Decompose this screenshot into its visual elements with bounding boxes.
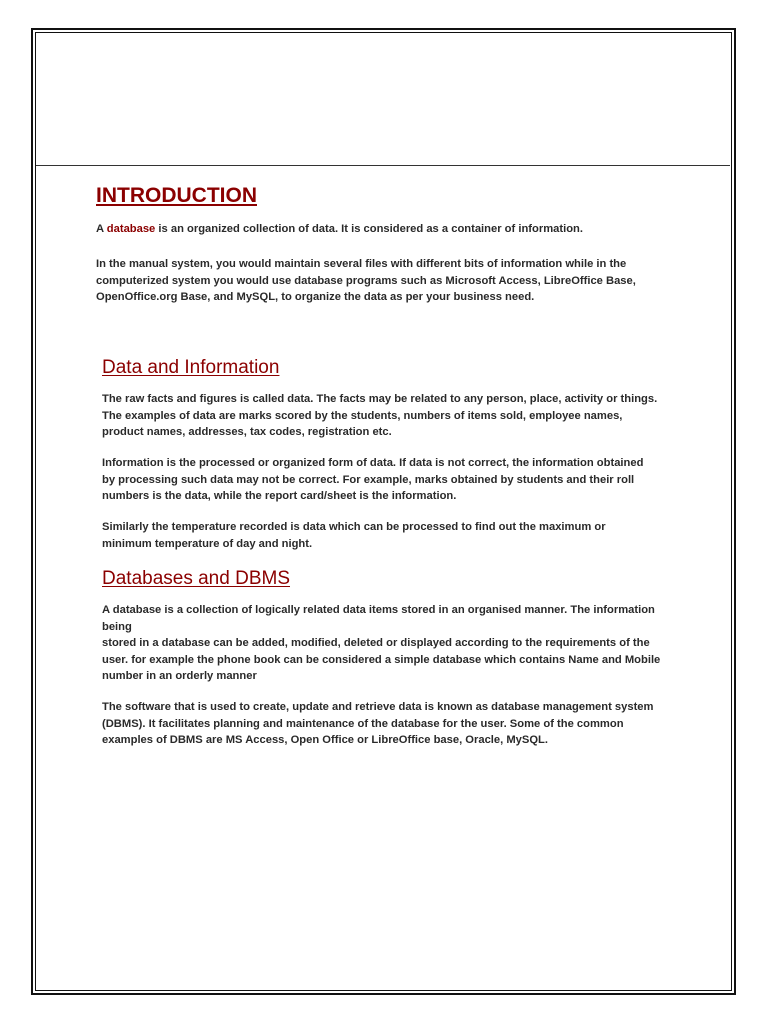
text-line: A database is a collection of logically related data items stored in an organised manner. The information	[102, 604, 655, 616]
intro-paragraph	[96, 256, 636, 306]
header-divider	[36, 165, 730, 166]
introduction-heading: INTRODUCTION	[96, 184, 257, 207]
databases-dbms-heading: Databases and DBMS	[102, 568, 290, 589]
text-line: examples of DBMS are MS Access, Open Office or LibreOffice base, Oracle, MySQL.	[102, 734, 548, 746]
text-line: Information is the processed or organized form of data. If data is not correct, the information obtained	[102, 457, 644, 469]
text-line: minimum temperature of day and night.	[102, 537, 313, 550]
temperature-example-paragraph	[102, 519, 606, 552]
text-line: stored in a database can be added, modified, deleted or displayed according to the requirements of the	[102, 637, 650, 649]
text-line: product names, addresses, tax codes, registration etc.	[102, 426, 392, 438]
text-line: The examples of data are marks scored by the students, numbers of items sold, employee names,	[102, 409, 623, 422]
page-border-inner	[35, 32, 732, 991]
data-information-heading: Data and Information	[102, 357, 280, 378]
text-line: by processing such data may not be correct. For example, marks obtained by students and their roll	[102, 473, 635, 486]
intro-definition-suffix: is an organized collection of data. It is considered as a container of information.	[155, 223, 583, 235]
text-line: user. for example the phone book can be considered a simple database which contains Name and Mobile	[102, 653, 661, 666]
data-definition-paragraph	[102, 391, 657, 441]
text-line: being	[102, 620, 132, 633]
text-line: The software that is used to create, update and retrieve data is known as database management system	[102, 701, 654, 713]
database-definition-paragraph	[102, 602, 660, 685]
text-line: numbers is the data, while the report card/sheet is the information.	[102, 490, 457, 502]
dbms-definition-paragraph	[102, 699, 653, 749]
information-definition-paragraph	[102, 455, 643, 505]
text-line: In the manual system, you would maintain several files with different bits of information while in the	[96, 258, 627, 270]
text-line: (DBMS). It facilitates planning and maintenance of the database for the user. Some of the common	[102, 717, 624, 730]
text-line: The raw facts and figures is called data. The facts may be related to any person, place, activity or things.	[102, 393, 658, 405]
text-line: Similarly the temperature recorded is data which can be processed to find out the maximum or	[102, 521, 606, 533]
intro-definition	[96, 221, 583, 238]
database-keyword: database	[106, 223, 156, 235]
text-line: computerized system you would use database programs such as Microsoft Access, LibreOffice Base,	[96, 274, 636, 287]
text-line: OpenOffice.org Base, and MySQL, to organize the data as per your business need.	[96, 291, 535, 303]
intro-definition-prefix: A	[96, 223, 107, 235]
text-line: number in an orderly manner	[102, 670, 257, 682]
